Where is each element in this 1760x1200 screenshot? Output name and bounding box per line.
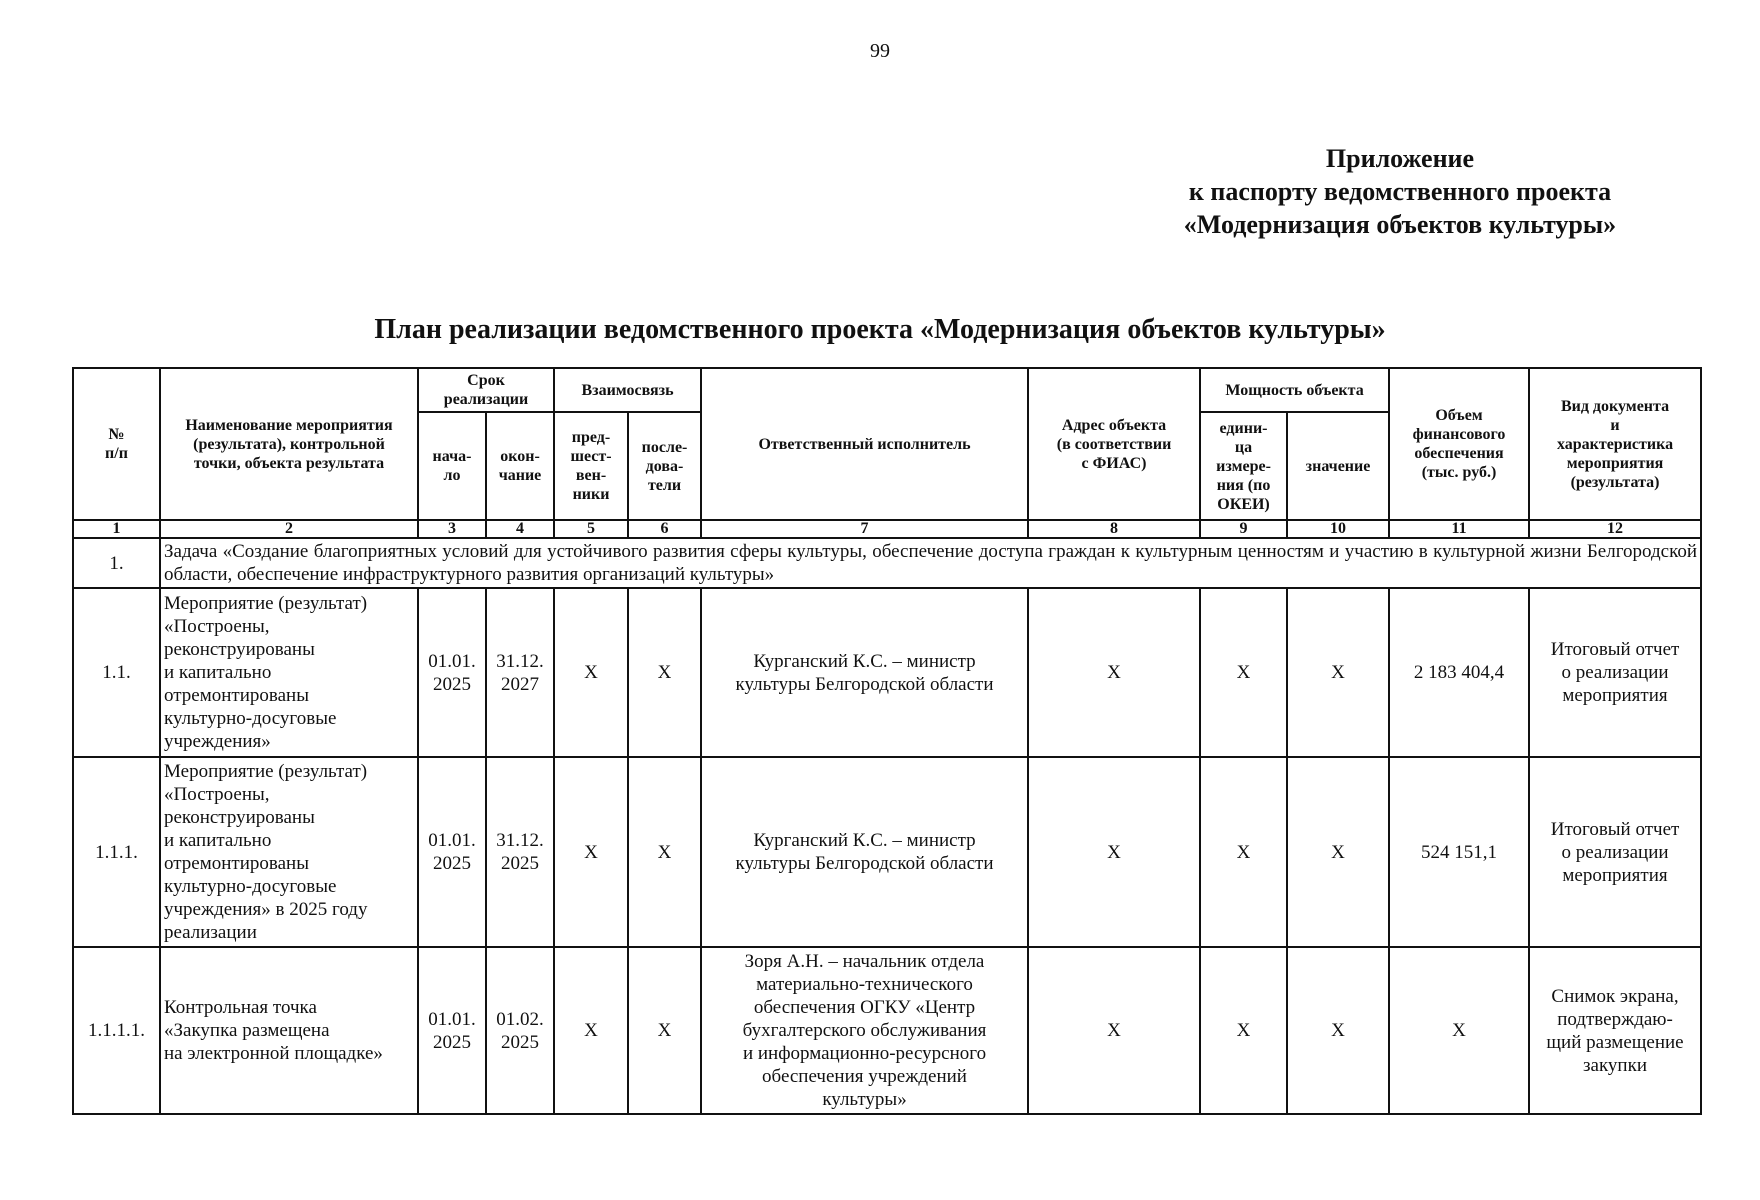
text-line: 01.02. xyxy=(496,1008,544,1030)
column-number: 3 xyxy=(418,520,486,538)
column-number: 2 xyxy=(160,520,418,538)
text-line: Контрольная точка xyxy=(164,997,317,1018)
text-line: и капитально xyxy=(164,830,272,851)
text-line: Адрес объекта xyxy=(1061,416,1167,434)
text-line: отремонтированы xyxy=(164,685,309,706)
text-line: обеспечения учреждений xyxy=(762,1066,967,1087)
row-address: X xyxy=(1028,947,1200,1114)
row-executor xyxy=(701,757,1028,947)
column-number: 12 xyxy=(1529,520,1701,538)
row-document xyxy=(1529,947,1701,1114)
column-number: 7 xyxy=(701,520,1028,538)
text-line: нача- xyxy=(432,448,472,465)
text-line: 2025 xyxy=(433,1031,471,1053)
text-line: вен- xyxy=(575,467,607,484)
text-line: Зоря А.Н. – начальник отдела xyxy=(744,951,985,972)
column-number: 5 xyxy=(554,520,628,538)
text-line: Курганский К.С. – министр xyxy=(753,830,976,851)
text-line: (в соответствии xyxy=(1056,435,1172,453)
text-line: культуры» xyxy=(822,1089,907,1110)
text-line: окон- xyxy=(500,448,540,465)
text-line: Наименование мероприятия xyxy=(185,416,393,434)
text-line: (тыс. руб.) xyxy=(1421,464,1497,481)
row-address: X xyxy=(1028,588,1200,757)
text-line: реконструированы xyxy=(164,807,315,828)
text-line: «Закупка размещена xyxy=(164,1020,330,1041)
text-line: бухгалтерского обслуживания xyxy=(742,1020,987,1041)
appendix-line: к паспорту ведомственного проекта xyxy=(1188,177,1612,206)
row-predecessors: X xyxy=(554,757,628,947)
row-unit: X xyxy=(1200,588,1287,757)
text-line: точки, объекта результата xyxy=(193,454,385,472)
text-line: и xyxy=(1610,416,1620,434)
row-finance: 2 183 404,4 xyxy=(1389,588,1529,757)
header-pred xyxy=(554,412,628,520)
row-end xyxy=(486,588,554,757)
row-start xyxy=(418,588,486,757)
text-line: материально-технического xyxy=(756,974,973,995)
text-line: Итоговый отчет xyxy=(1550,818,1680,840)
header-name xyxy=(160,368,418,520)
header-value: значение xyxy=(1287,412,1389,520)
text-line: шест- xyxy=(570,448,612,465)
text-line: ния (по xyxy=(1216,476,1271,494)
text-line: чание xyxy=(498,467,542,484)
header-unit xyxy=(1200,412,1287,520)
header-row xyxy=(73,368,1701,412)
text-line: «Построены, xyxy=(164,784,270,805)
text-line: 01.01. xyxy=(428,1008,476,1030)
row-successors: X xyxy=(628,947,701,1114)
text-line: Итоговый отчет xyxy=(1550,639,1680,660)
appendix-line: Приложение xyxy=(1325,144,1475,173)
text-line: Снимок экрана, xyxy=(1551,985,1679,1007)
text-line: отремонтированы xyxy=(164,853,309,874)
row-name xyxy=(160,757,418,947)
row-name xyxy=(160,947,418,1114)
row-number: 1.1. xyxy=(73,588,160,757)
row-unit: X xyxy=(1200,757,1287,947)
text-line: обеспечения ОГКУ «Центр xyxy=(753,997,976,1018)
text-line: закупки xyxy=(1583,1054,1647,1076)
text-line: Курганский К.С. – министр xyxy=(753,650,976,672)
page-number: 99 xyxy=(870,40,890,62)
text-line: подтверждаю- xyxy=(1557,1008,1673,1030)
task-text: Задача «Создание благоприятных условий для устойчивого развития сферы культуры, обеспечение доступа граждан к культурным ценностям и участию в культурной жизни Белгородской области, обеспечение инфраструктурного развития организаций культуры» xyxy=(160,538,1701,588)
text-line: и информационно-ресурсного xyxy=(742,1043,987,1064)
row-finance: X xyxy=(1389,947,1529,1114)
header-link: Взаимосвязь xyxy=(554,368,701,412)
text-line: (результата), контрольной xyxy=(193,435,385,453)
text-line: пред- xyxy=(571,429,611,446)
header-finance xyxy=(1389,368,1529,520)
row-name xyxy=(160,588,418,757)
row-number: 1.1.1.1. xyxy=(73,947,160,1114)
text-line: 31.12. xyxy=(496,650,544,672)
text-line: ники xyxy=(572,486,610,503)
header-start xyxy=(418,412,486,520)
text-line: 2025 xyxy=(501,1031,539,1053)
appendix-line: «Модернизация объектов культуры» xyxy=(1183,210,1617,239)
text-line: 31.12. xyxy=(496,830,544,851)
text-line: ОКЕИ) xyxy=(1217,495,1270,513)
text-line: обеспечения xyxy=(1414,445,1504,462)
text-line: 2025 xyxy=(433,673,471,695)
text-line: № xyxy=(108,426,125,443)
row-value: X xyxy=(1287,588,1389,757)
text-line: финансового xyxy=(1412,426,1506,443)
column-number: 10 xyxy=(1287,520,1389,538)
header-term xyxy=(418,368,554,412)
row-document xyxy=(1529,588,1701,757)
text-line: реконструированы xyxy=(164,639,315,660)
text-line: щий размещение xyxy=(1546,1031,1684,1053)
header-doc xyxy=(1529,368,1701,520)
row-executor xyxy=(701,947,1028,1114)
text-line: тели xyxy=(647,476,682,494)
column-number: 8 xyxy=(1028,520,1200,538)
row-start xyxy=(418,757,486,947)
column-number: 11 xyxy=(1389,520,1529,538)
text-line: Объем xyxy=(1435,407,1483,424)
table-row xyxy=(73,757,1701,947)
text-line: едини- xyxy=(1219,419,1268,437)
row-address: X xyxy=(1028,757,1200,947)
row-value: X xyxy=(1287,757,1389,947)
row-successors: X xyxy=(628,757,701,947)
header-end xyxy=(486,412,554,520)
text-line: культуры Белгородской области xyxy=(735,853,994,874)
header-num xyxy=(73,368,160,520)
text-line: мероприятия xyxy=(1566,454,1664,472)
appendix-heading xyxy=(1120,142,1680,241)
text-line: характеристика xyxy=(1556,435,1674,453)
row-successors: X xyxy=(628,588,701,757)
table-row xyxy=(73,947,1701,1114)
header-succ xyxy=(628,412,701,520)
text-line: с ФИАС) xyxy=(1081,454,1147,472)
row-end xyxy=(486,757,554,947)
text-line: 2027 xyxy=(501,673,539,695)
text-line: реализации xyxy=(443,391,529,408)
text-line: (результата) xyxy=(1570,473,1660,491)
column-number: 1 xyxy=(73,520,160,538)
header-address xyxy=(1028,368,1200,520)
column-number: 9 xyxy=(1200,520,1287,538)
text-line: п/п xyxy=(105,445,128,462)
row-value: X xyxy=(1287,947,1389,1114)
column-number: 4 xyxy=(486,520,554,538)
text-line: учреждения» в 2025 году xyxy=(164,899,368,920)
text-line: Мероприятие (результат) xyxy=(164,593,368,614)
text-line: измере- xyxy=(1216,457,1271,475)
header-executor: Ответственный исполнитель xyxy=(701,368,1028,520)
row-executor xyxy=(701,588,1028,757)
task-row xyxy=(73,538,1701,588)
column-number-row xyxy=(73,520,1701,538)
row-predecessors: X xyxy=(554,588,628,757)
text-line: «Построены, xyxy=(164,616,270,637)
row-end xyxy=(486,947,554,1114)
text-line: учреждения» xyxy=(164,731,271,752)
text-line: культурно-досуговые xyxy=(164,708,337,729)
table-row xyxy=(73,588,1701,757)
plan-table xyxy=(72,367,1702,1115)
row-predecessors: X xyxy=(554,947,628,1114)
row-start xyxy=(418,947,486,1114)
text-line: и капитально xyxy=(164,662,272,683)
text-line: мероприятия xyxy=(1562,864,1668,886)
text-line: 01.01. xyxy=(428,650,476,672)
header-capacity: Мощность объекта xyxy=(1200,368,1389,412)
text-line: о реализации xyxy=(1561,841,1669,863)
text-line: на электронной площадке» xyxy=(164,1043,383,1064)
text-line: ло xyxy=(443,467,461,484)
text-line: после- xyxy=(641,438,688,456)
row-document xyxy=(1529,757,1701,947)
text-line: реализации xyxy=(164,922,257,943)
column-number: 6 xyxy=(628,520,701,538)
text-line: культурно-досуговые xyxy=(164,876,337,897)
text-line: Мероприятие (результат) xyxy=(164,761,368,782)
text-line: 2025 xyxy=(433,853,471,874)
text-line: о реализации xyxy=(1561,662,1669,683)
task-number: 1. xyxy=(73,538,160,588)
row-number: 1.1.1. xyxy=(73,757,160,947)
row-finance: 524 151,1 xyxy=(1389,757,1529,947)
text-line: 01.01. xyxy=(428,830,476,851)
text-line: дова- xyxy=(645,457,684,475)
text-line: культуры Белгородской области xyxy=(735,673,994,695)
text-line: ца xyxy=(1234,438,1253,456)
text-line: 2025 xyxy=(501,853,539,874)
row-unit: X xyxy=(1200,947,1287,1114)
text-line: мероприятия xyxy=(1562,685,1668,706)
text-line: Вид документа xyxy=(1560,397,1670,415)
plan-title: План реализации ведомственного проекта «Модернизация объектов культуры» xyxy=(374,314,1386,345)
text-line: Срок xyxy=(467,372,505,389)
